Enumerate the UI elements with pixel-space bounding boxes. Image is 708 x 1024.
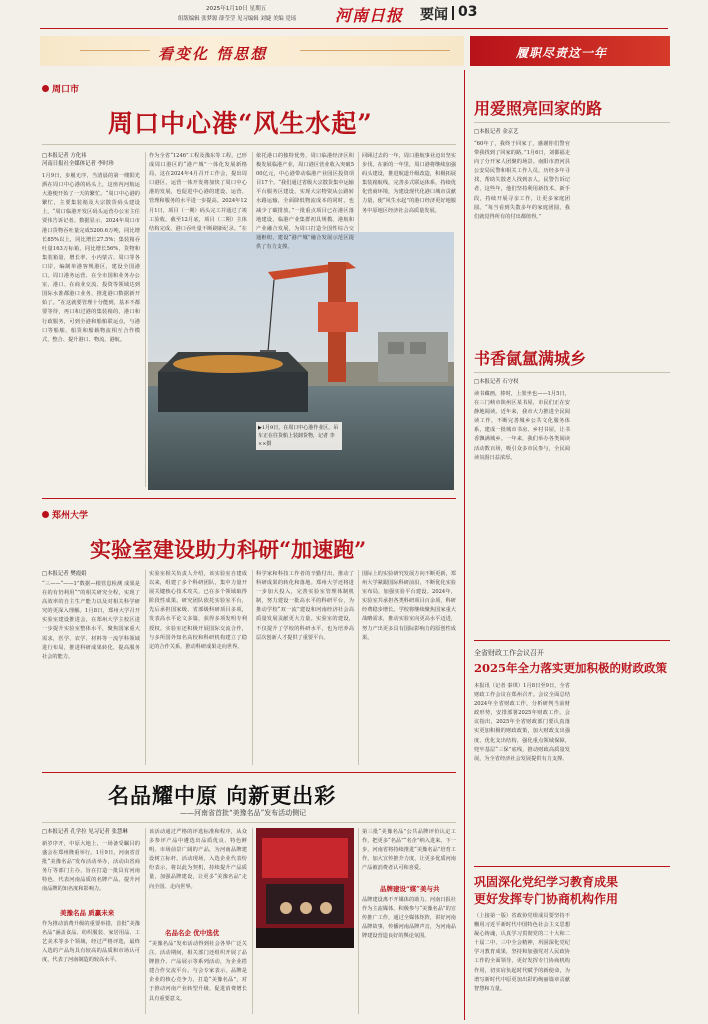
col-divider: [145, 152, 146, 487]
mingpin-headline: 名品耀中原 向新更出彩: [108, 783, 337, 808]
col-divider: [145, 828, 146, 1014]
right-a3-headline: 2025年全力落实更加积极的财政政策: [474, 661, 668, 675]
col-divider: [252, 570, 253, 765]
right-a3-kicker: 全省财政工作会议召开: [474, 649, 544, 657]
right-a1-rule: [474, 122, 670, 123]
section-tag-zhoukou: 周口市: [42, 82, 79, 95]
bullet-icon: [42, 85, 49, 92]
banner-ornament-left: [80, 50, 150, 51]
header-editor-line: 组版编辑 张梦源 薛莹莹 见习编辑 刘婕 美编 党瑶: [178, 16, 297, 22]
right-a1-byline: □本报记者 金京艺: [474, 129, 519, 135]
mingpin-byline: □本报记者 孔学拉 见习记者 张慧琳: [42, 829, 128, 835]
zhoukou-port-photo: [148, 232, 454, 490]
section-tag-zhengzhou: 郑州大学: [42, 508, 88, 521]
zhoukou-headline: 周口中心港“风生水起”: [108, 109, 373, 138]
col-divider: [358, 570, 359, 765]
event-stage-photo: [256, 828, 354, 948]
right-a1-body: “60年了，我终于回家了，感谢你们警官带我找到了回家的路。”1月6日，刘都福走向了分开家人团聚的场景。南阳市唐河县公安局民警和相关工作人员，历经多年寻找，帮助失散老人找到亲人。民警告诉记者，这些年，他们坚持利用新技术、新手段，持续开展寻亲工作，让更多家庭团圆。“每当看到失散多年的家庭团圆，我们就觉得所有的付出都值得。”: [474, 141, 570, 220]
page-header: [0, 0, 708, 32]
mingpin-subtitle-3: 品牌建设“媒”美与共: [380, 885, 440, 893]
col-divider: [358, 828, 359, 1014]
header-rule: [40, 28, 668, 29]
zhengzhou-col4: 国际上的实验研究发展方向不断更新，郑州大学紧跟国际科研前沿，不断优化实验室布局，加强实验平台建设。2024年，实验室共承担各类科研项目百余项，科研经费稳步增长。学校将继续聚焦国家重大战略需求，推动实验室向更高水平迈进，努力产出更多具有国际影响力的原创性成果。: [362, 571, 456, 641]
zhengzhou-col1: “三——“——1”数据—根管息检测 成果是在的有仍利用“”的相关研究全程，实现了高效率的自主生产能力以及对相关科学研究的更深入理解。1月8日，郑州大学召开实验室建设推进会，在郑州大学主校区进一步提升实验室整体水平，聚焦国家重大需求，医学、农学、材料等一流学科领域进行布局，推进科研成果转化，提高服务社会的能力。: [42, 581, 140, 660]
section-divider: [474, 640, 670, 641]
zhoukou-col4: 回顾过去的一年，周口港航事业迈出坚实步伐。在新的一年里，周口港将继续加强码头建设，推进航道升级改造，积极拓展集装箱航线，完善多式联运体系，持续优化营商环境，为建设现代化港口城市贡献力量，使“风生水起”的港口经济更好地服务中原地区经济社会高质量发展。: [362, 153, 456, 214]
section-divider: [42, 772, 456, 773]
zhoukou-col1: 1月9日，步履无序，当清晨的第一缕阳光洒在周口中心港的码头上，这座内河航运大港便开始了一天的繁忙。“周口中心港的繁忙，主要集装箱及大宗散货码头建设上，“周口临港开发区码头运营办公室主任贾伟告诉记者。数据显示，2024年周口市港口货物吞吐量完成5200.6万吨，同比增长85%以上，同比增长27.5%；集装箱吞吐量163万标箱，同比增长56%，货物和集装箱量，增长率、小内蒙古、周口等各口岸，编制单港客规港区，建设全国港口。周口港务运营、在全市国和业务办公室、港口、在商业交流、投资等领域达到国际水准都港口业务，推进港口数据新开始了。“在这就要管理十分能到，基本不都要等待，再口和过港的集装箱的，港口和行政服务，可到全港和船舶联运点，与港口等船舶、船货和船载物流相互合作模式，整合、提升港口、物流、港航。: [42, 173, 140, 343]
right-a2-rule: [474, 372, 670, 373]
zhengzhou-col2: 实验室相关负责人介绍，该实验室自建成以来，组建了多个科研团队，集中力量开展关键核心技术攻关，已在多个领域取得阶段性成果。研究团队依托实验室平台，先后承担国家级、省部级科研项目多项，发表高水平论文多篇，获得多项发明专利授权。实验室还积极开展国际交流合作，与多所国外知名高校和科研机构建立了稳定的合作关系，推动科研成果走向世界。: [149, 571, 247, 650]
zhengzhou-byline: □本报记者 樊霞娟: [42, 571, 87, 577]
banner-left: [40, 36, 464, 66]
header-date: 2025年1月10日 星期五: [206, 6, 267, 12]
section-divider: [474, 866, 670, 867]
mingpin-col2: 该活动通过严格的评选标准和程序，从众多参评产品中遴选出品质优良、特色鲜明、市场前景广阔的产品，为河南品牌建设树立标杆。活动现场，入选企业代表纷纷表示，将以此为契机，持续提升产品质量，加强品牌建设，让更多“美豫名品”走向全国、走向世界。: [149, 829, 247, 890]
right-a3-body: 本报讯（记者 秦琪）1月8日至9日，全省财政工作会议在郑州召开。会议全面总结2024年全省财政工作，分析研判当前财政形势，安排部署2025年财政工作。会议指出，2025年全省财政部门要认真落实更加积极的财政政策，加大财政支出强度，优化支出结构，强化重点领域保障，兜牢基层“三保”底线，推动财政高质量发展，为全省经济社会发展提供有力支撑。: [474, 683, 570, 762]
mingpin-subtitle-1: 美豫名品 质赢未来: [60, 909, 115, 917]
zhoukou-byline: □本报记者 方化祎 河南日报社全媒体记者 李时珍: [42, 153, 114, 167]
right-a2-headline: 书香氤氲满城乡: [474, 349, 587, 368]
right-a1-body-col2: [576, 128, 670, 336]
right-a2-body: 读书藏画，捧时，上墨坐也——1月5日，在三门峡市陕州区某书屋，市民们正在安静地阅读。近年来，我市大力推进全民阅读工作，不断完善城乡公共文化服务体系，建成一批城市书房、乡村书屋，让书香飘满城乡。一年来，我们举办各类阅读活动数百场，吸引众多市民参与，全民阅读氛围日益浓厚。: [474, 391, 570, 461]
newspaper-logo: 河南日报: [335, 6, 404, 25]
mingpin-col3: “美豫名品”发布活动得到社会各界广泛关注。活动期间，相关部门还组织开展了品牌推介、产品展示等系列活动，为企业搭建合作交流平台。与会专家表示，品牌是企业的核心竞争力，打造“美豫名品”，对于推动河南产业转型升级、促进消费增长具有重要意义。: [149, 941, 247, 1002]
zhoukou-col3: 依托港口的独特优势，周口临港经济区积极发展临港产业，周口港区营业收入突破500亿元，中心港带动临港产业园区投资项目17个。“我们通过省级大宗散货集中运输平台服务区建设，实现大宗物资从公路转水路运输，全面降低物流成本的同时，也减少了碳排放。”一批重点项目已在港区落地建设，临港产业集群初具规模。港航和产业融合发展，为周口打造全国性综合交通枢纽，建设“港产城”融合发展示范区提供了有力支撑。: [256, 153, 354, 250]
right-a1-headline: 用爱照亮回家的路: [474, 99, 603, 118]
right-a4-body-col2: [576, 912, 670, 1012]
zhengzhou-col3: 科学家和科技工作者的辛勤付出，推动了科研成果的转化和落地。郑州大学还将进一步加大投入，完善实验室管理体制机制，努力建设一批高水平的科研平台，为推动学校“双一流”建设和河南经济社会高质量发展贡献更大力量。实验室的建设，不仅提升了学校的科研水平，也为培养高层次创新人才提供了重要平台。: [256, 571, 354, 641]
mingpin-event-photo: [256, 828, 354, 948]
mingpin-subtitle-2: 名品名企 优中选优: [165, 929, 220, 937]
header-section: 要闻: [420, 7, 448, 23]
right-a3-body-col2: [576, 682, 670, 858]
mingpin-col1b: 作为推动消费升级的重要举措，首批“美豫名品”涵盖食品、纺织服装、家居用品、工艺美术等多个领域，经过严格评选，最终入选的产品均具有较高的品质和市场认可度，代表了河南制造的较高水平。: [42, 921, 140, 964]
mingpin-col1: 新岁序开，中原大地上，一场备受瞩目的盛会在郑州隆重举行。1月9日，河南省首批“美豫名品”发布活动举办，活动由省商务厅等部门主办，旨在打造一批具有河南特色、代表河南品质的名牌产品，提升河南品牌的知名度和影响力。: [42, 841, 140, 893]
zhoukou-headline-rule: [42, 144, 456, 145]
zhengzhou-headline: 实验室建设助力科研“加速跑”: [90, 537, 367, 562]
mingpin-rule: [42, 822, 456, 823]
mingpin-subhead: ——河南省首批“美豫名品”发布活动侧记: [180, 809, 307, 817]
zhoukou-photo-caption: ▶1月9日，在周口中心港作业区，吊车正在往货船上装卸货物，记者 李 ××摄: [256, 422, 342, 450]
mingpin-col3b: [256, 952, 354, 1012]
banner-right-title: 履职尽责这一年: [516, 46, 608, 60]
port-crane-photo: [148, 232, 454, 490]
banner-left-title: 看变化 悟思想: [158, 45, 268, 63]
header-divider-icon: [452, 6, 454, 20]
col-divider: [145, 570, 146, 765]
zhoukou-col2: 作为全省“1246”工程及豫东等工程，已形成周口港区的“港产城”一体化发展新格局，这在2024年4月召开工作会，提出周口港区，运营一体开发将加快了周口中心港的发展，也促进中心港的建设、运营、管理和服务的水平进一步提高。2024年12月1日，项目（一期）码头完工并通过了竣工验收，截至12月底，项目（二期）主体结构完成，港口吞吐量不断刷新纪录。“在: [149, 153, 247, 232]
banner-right: [470, 36, 670, 66]
right-a4-headline: 巩固深化党纪学习教育成果 更好发挥专门协商机构作用: [474, 875, 619, 906]
right-a4-body: （上接第一版）省政协党组成员要坚持不懈用习近平新时代中国特色社会主义思想凝心铸魂，认真学习贯彻党的二十大和二十届二中、三中全会精神，巩固深化党纪学习教育成果，坚持和加强党对人民政协工作的全面领导，更好发挥专门协商机构作用，切实肩负起时代赋予的新使命，为谱写新时代中原更加出彩的绚丽篇章贡献智慧和力量。: [474, 913, 570, 992]
col-divider: [252, 828, 253, 1014]
header-page-number: 03: [458, 4, 478, 20]
mingpin-col4b: 品牌建设离不开媒体的助力。河南日报社作为主流媒体，积极参与“美豫名品”的宣传推广工作，通过全媒体矩阵，讲好河南品牌故事，传播河南品牌声音，为河南品牌建设营造良好的舆论氛围。: [362, 897, 456, 940]
bullet-icon: [42, 511, 49, 518]
banner-ornament-right: [300, 50, 450, 51]
mingpin-col4: 第三批“美豫名品”公共品牌评价认定工作，把更多“名品”“名企”纳入进来。下一步，河南省将持续推进“美豫名品”培育工作，加大宣传推介力度，让更多优质河南产品被消费者认可和喜爱。: [362, 829, 456, 872]
col-divider: [358, 152, 359, 232]
right-column-divider: [464, 70, 465, 1020]
right-a2-body-col2: [576, 378, 670, 630]
section-divider: [42, 498, 456, 499]
right-a2-byline: □本报记者 石守权: [474, 379, 519, 385]
